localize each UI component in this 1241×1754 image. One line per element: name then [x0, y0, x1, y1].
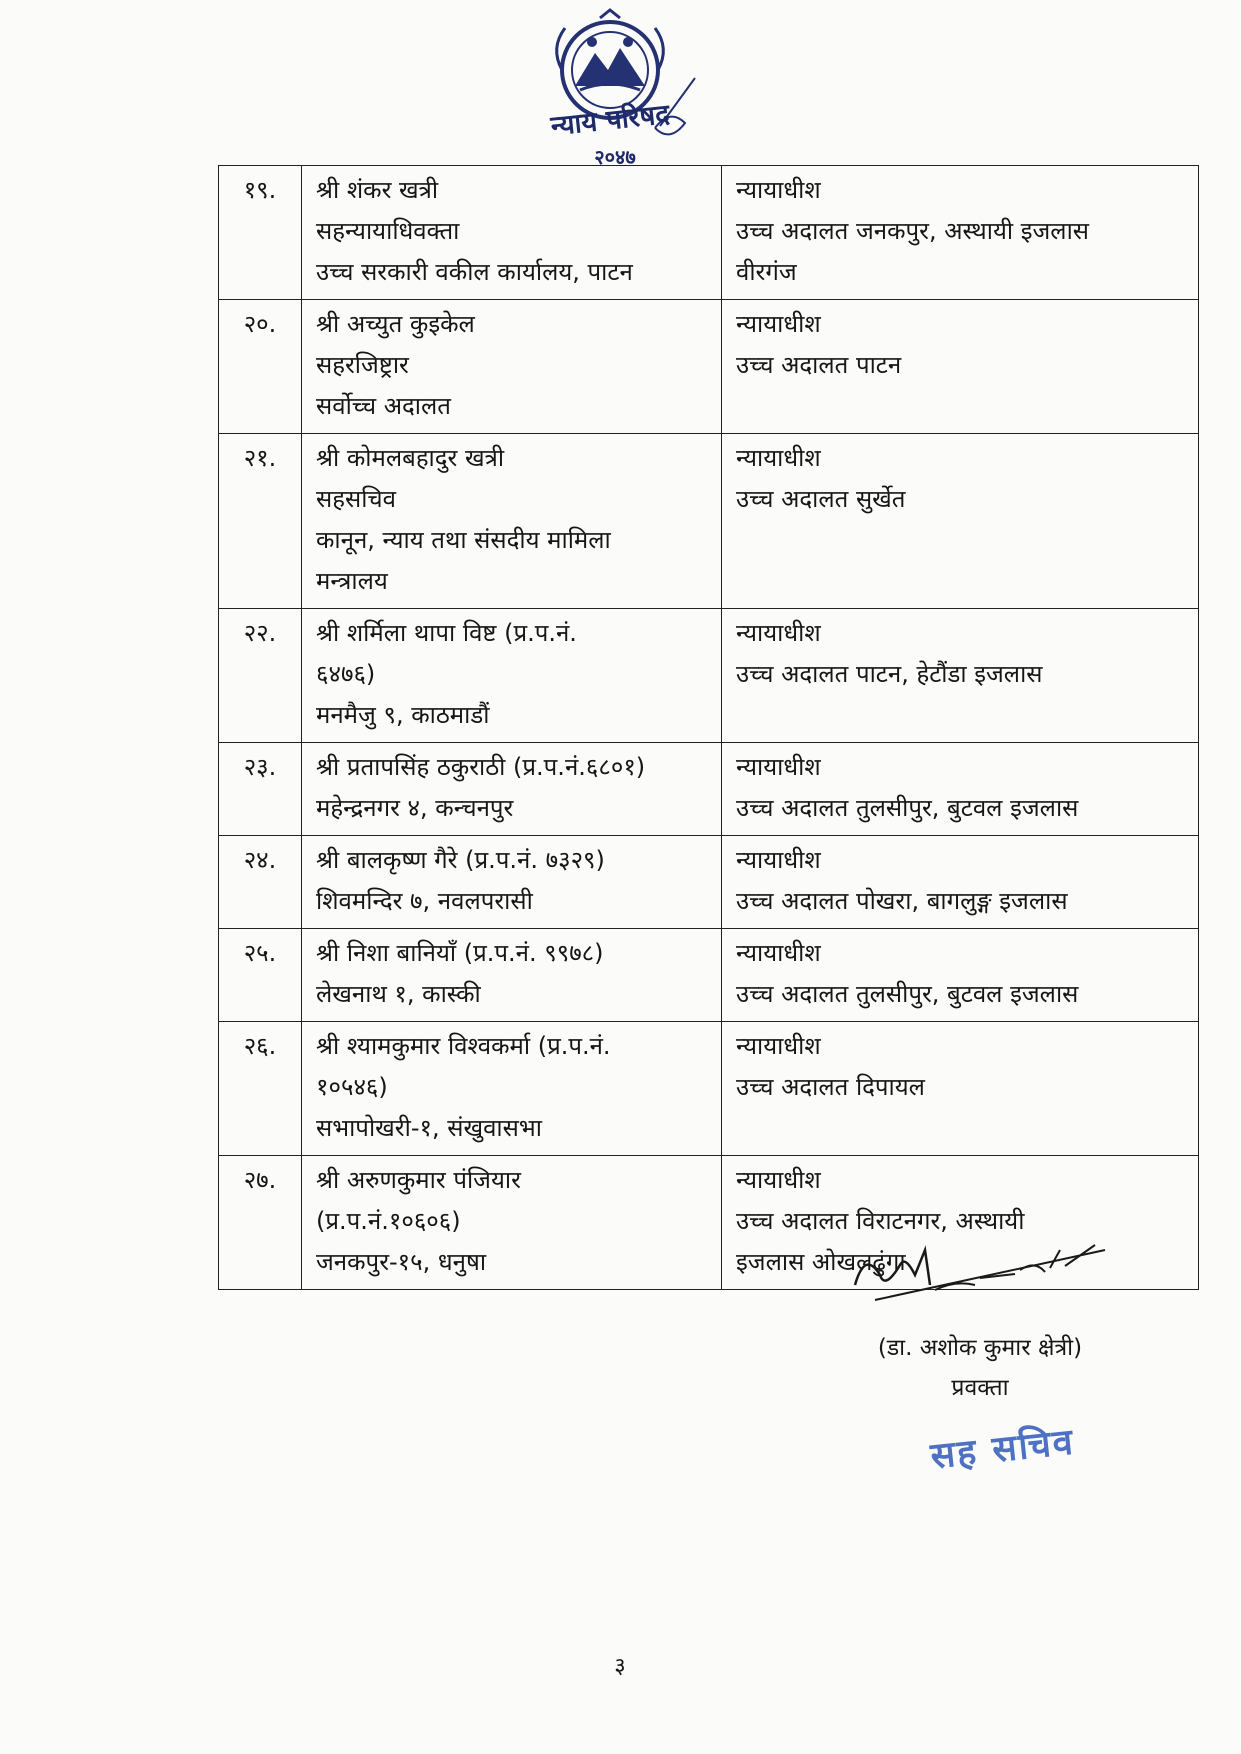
person-line: श्री प्रतापसिंह ठकुराठी (प्र.प.नं.६८०१) — [316, 753, 646, 781]
table-row — [219, 929, 1199, 1022]
person-cell — [302, 434, 722, 609]
person-line: श्री शंकर खत्री — [316, 176, 439, 204]
person-line: सहन्यायाधिवक्ता — [316, 217, 460, 245]
post-line: न्यायाधीश — [736, 1166, 821, 1194]
post-line: इजलास ओखलढुंगा — [736, 1248, 906, 1276]
post-line: न्यायाधीश — [736, 753, 821, 781]
person-line: ६४७६) — [316, 660, 376, 688]
appointment-table — [218, 165, 1199, 1290]
emblem-name: न्याय परिषद — [549, 98, 672, 143]
handwritten-signature — [845, 1230, 1125, 1310]
table-row — [219, 1022, 1199, 1156]
serial-number: १९. — [219, 166, 302, 300]
person-line: सर्वोच्च अदालत — [316, 392, 451, 420]
person-line: (प्र.प.नं.१०६०६) — [316, 1207, 461, 1235]
person-line: श्री अच्युत कुइकेल — [316, 310, 475, 338]
post-cell — [722, 609, 1199, 743]
page-number: ३ — [614, 1654, 626, 1679]
serial-number: २७. — [219, 1156, 302, 1290]
post-line: उच्च अदालत दिपायल — [736, 1073, 925, 1101]
person-line: उच्च सरकारी वकील कार्यालय, पाटन — [316, 258, 633, 286]
post-line: उच्च अदालत पोखरा, बागलुङ्ग इजलास — [736, 887, 1068, 915]
post-line: उच्च अदालत विराटनगर, अस्थायी — [736, 1207, 1025, 1235]
post-line: उच्च अदालत जनकपुर, अस्थायी इजलास — [736, 217, 1090, 245]
person-line: सभापोखरी-१, संखुवासभा — [316, 1114, 542, 1142]
person-cell — [302, 609, 722, 743]
post-line: न्यायाधीश — [736, 939, 821, 967]
person-line: श्री निशा बानियाँ (प्र.प.नं. ९९७८) — [316, 939, 604, 967]
table-row — [219, 434, 1199, 609]
post-line: उच्च अदालत पाटन, हेटौंडा इजलास — [736, 660, 1043, 688]
post-line: उच्च अदालत तुलसीपुर, बुटवल इजलास — [736, 980, 1079, 1008]
post-line: न्यायाधीश — [736, 1032, 821, 1060]
serial-number: २३. — [219, 743, 302, 836]
post-cell — [722, 929, 1199, 1022]
table-row — [219, 300, 1199, 434]
person-line: महेन्द्रनगर ४, कन्चनपुर — [316, 794, 514, 822]
person-line: सहसचिव — [316, 485, 396, 513]
serial-number: २६. — [219, 1022, 302, 1156]
person-line: जनकपुर-१५, धनुषा — [316, 1248, 487, 1276]
post-cell — [722, 743, 1199, 836]
post-line: वीरगंज — [736, 258, 797, 286]
serial-number: २२. — [219, 609, 302, 743]
table-row — [219, 609, 1199, 743]
table-row — [219, 836, 1199, 929]
post-line: उच्च अदालत तुलसीपुर, बुटवल इजलास — [736, 794, 1079, 822]
table-body — [219, 166, 1199, 1290]
person-cell — [302, 929, 722, 1022]
person-cell — [302, 300, 722, 434]
person-line: श्री अरुणकुमार पंजियार — [316, 1166, 521, 1194]
post-cell — [722, 434, 1199, 609]
post-cell — [722, 836, 1199, 929]
person-line: सहरजिष्ट्रार — [316, 351, 409, 379]
serial-number: २४. — [219, 836, 302, 929]
person-cell — [302, 743, 722, 836]
post-line: उच्च अदालत पाटन — [736, 351, 902, 379]
post-line: उच्च अदालत सुर्खेत — [736, 485, 906, 513]
post-cell — [722, 1022, 1199, 1156]
post-cell — [722, 166, 1199, 300]
person-line: १०५४६) — [316, 1073, 388, 1101]
table-row — [219, 743, 1199, 836]
signature-graphic — [845, 1230, 1125, 1310]
person-cell — [302, 1156, 722, 1290]
person-line: मनमैजु ९, काठमाडौं — [316, 701, 490, 729]
designation-stamp: सह सचिव — [928, 1421, 1077, 1478]
person-cell — [302, 836, 722, 929]
serial-number: २१. — [219, 434, 302, 609]
post-line: न्यायाधीश — [736, 310, 821, 338]
person-line: कानून, न्याय तथा संसदीय मामिला — [316, 526, 611, 554]
post-line: न्यायाधीश — [736, 444, 821, 472]
person-line: लेखनाथ १, कास्की — [316, 980, 481, 1008]
signer-name: (डा. अशोक कुमार क्षेत्री) — [877, 1335, 1083, 1361]
person-cell — [302, 166, 722, 300]
signer-role: प्रवक्ता — [951, 1375, 1009, 1401]
post-line: न्यायाधीश — [736, 176, 821, 204]
person-line: श्री बालकृष्ण गैरे (प्र.प.नं. ७३२९) — [316, 846, 605, 874]
post-line: न्यायाधीश — [736, 846, 821, 874]
person-line: मन्त्रालय — [316, 567, 388, 595]
person-line: श्री कोमलबहादुर खत्री — [316, 444, 505, 472]
serial-number: २५. — [219, 929, 302, 1022]
table-row — [219, 166, 1199, 300]
post-line: न्यायाधीश — [736, 619, 821, 647]
person-line: श्री श्यामकुमार विश्वकर्मा (प्र.प.नं. — [316, 1032, 611, 1060]
serial-number: २०. — [219, 300, 302, 434]
appointment-table-grid — [218, 165, 1199, 1290]
emblem-year: २०४७ — [594, 145, 636, 169]
post-cell — [722, 300, 1199, 434]
person-line: श्री शर्मिला थापा विष्ट (प्र.प.नं. — [316, 619, 577, 647]
person-cell — [302, 1022, 722, 1156]
person-line: शिवमन्दिर ७, नवलपरासी — [316, 887, 533, 915]
